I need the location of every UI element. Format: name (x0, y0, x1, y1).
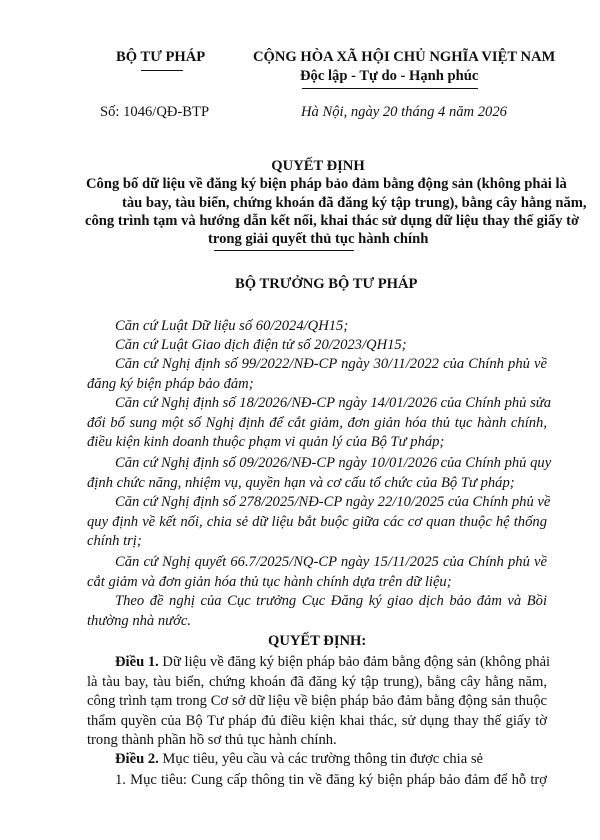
preamble-item: Căn cứ Nghị định số 278/2025/NĐ-CP ngày 22/10/2025 của Chính phủ về quy định về kết nối, chia sẻ dữ liệu bắt buộc giữa các cơ quan thuộc hệ thống chính trị; (87, 494, 551, 549)
issuer: BỘ TRƯỞNG BỘ TƯ PHÁP (235, 276, 418, 292)
motto-underline (302, 88, 478, 89)
country-name: CỘNG HÒA XÃ HỘI CHỦ NGHĨA VIỆT NAM (253, 49, 556, 65)
decision-heading: QUYẾT ĐỊNH: (268, 633, 367, 649)
article-1: Điều 1. Dữ liệu về đăng ký biện pháp bảo đảm bằng động sản (không phải là tàu bay, tàu biển, chứng khoán đã đăng ký tập trung), bằng cây hằng năm, công trình tạm trong Cơ sở dữ liệu về biện pháp bảo đảm bằng động sản thuộc thẩm quyền của Bộ Tư pháp đủ điều kiện khai thác, sử dụng thay thế giấy tờ trong thành phần hồ sơ thủ tục hành chính. (87, 654, 551, 748)
preamble-item: Theo đề nghị của Cục trưởng Cục Đăng ký giao dịch bảo đảm và Bồi thường nhà nước. (87, 593, 547, 629)
article-1-label: Điều 1. (115, 654, 159, 670)
article-2-item-1: 1. Mục tiêu: Cung cấp thông tin về đăng ký biện pháp bảo đảm để hỗ trợ (115, 772, 547, 788)
place-date: Hà Nội, ngày 20 tháng 4 năm 2026 (301, 104, 507, 120)
preamble-item: Căn cứ Luật Dữ liệu số 60/2024/QH15; (115, 318, 349, 334)
preamble-item: Căn cứ Nghị định số 09/2026/NĐ-CP ngày 10/01/2026 của Chính phủ quy định chức năng, nhiệm vụ, quyền hạn và cơ cấu tổ chức của Bộ Tư pháp; (87, 455, 552, 491)
subject-line: công trình tạm và hướng dẫn kết nối, khai thác sử dụng dữ liệu thay thế giấy tờ (85, 213, 580, 229)
subject-underline (214, 250, 354, 251)
national-motto: Độc lập - Tự do - Hạnh phúc (300, 68, 479, 84)
subject-line: trong giải quyết thủ tục hành chính (208, 231, 429, 247)
article-2-label: Điều 2. (115, 751, 159, 767)
article-2-heading: Điều 2. Mục tiêu, yêu cầu và các trường thông tin được chia sẻ (115, 751, 484, 767)
subject-line: Công bố dữ liệu về đăng ký biện pháp bảo đảm bằng động sản (không phải là (86, 176, 567, 192)
preamble-item: Căn cứ Nghị quyết 66.7/2025/NQ-CP ngày 15/11/2025 của Chính phủ về cắt giảm và đơn giản hóa thủ tục hành chính dựa trên dữ liệu; (87, 554, 547, 590)
agency-name: BỘ TƯ PHÁP (116, 49, 206, 65)
document-title: QUYẾT ĐỊNH (271, 158, 365, 174)
decision-number: Số: 1046/QĐ-BTP (100, 104, 210, 120)
agency-underline (141, 70, 183, 71)
preamble-item: Căn cứ Nghị định số 18/2026/NĐ-CP ngày 14/01/2026 của Chính phủ sửa đổi bổ sung một số Nghị định để cắt giảm, đơn giản hóa thủ tục hành chính, điều kiện kinh doanh thuộc phạm vi quản lý của Bộ Tư pháp; (87, 395, 552, 450)
preamble-item: Căn cứ Luật Giao dịch điện tử số 20/2023/QH15; (115, 337, 407, 353)
preamble-item: Căn cứ Nghị định số 99/2022/NĐ-CP ngày 30/11/2022 của Chính phủ về đăng ký biện pháp bảo đảm; (87, 356, 547, 392)
subject-line: tàu bay, tàu biển, chứng khoán đã đăng ký tập trung), bằng cây hằng năm, (122, 195, 587, 211)
